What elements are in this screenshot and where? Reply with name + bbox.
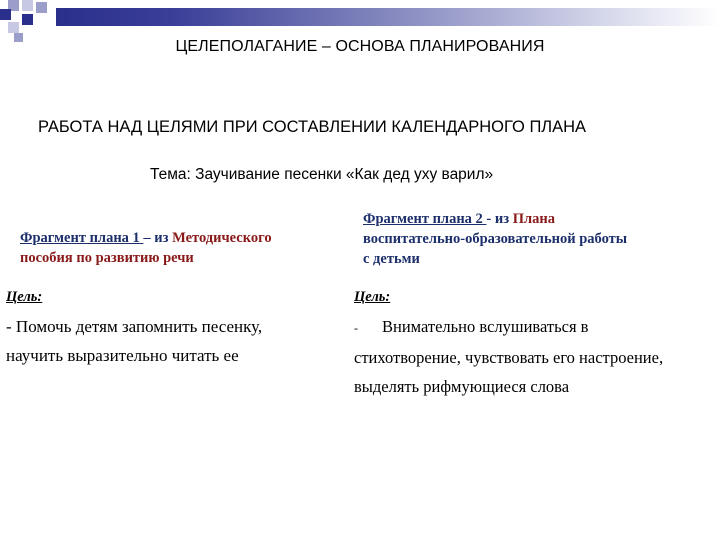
slide-title: ЦЕЛЕПОЛАГАНИЕ – ОСНОВА ПЛАНИРОВАНИЯ (175, 38, 545, 55)
slide-subtitle: РАБОТА НАД ЦЕЛЯМИ ПРИ СОСТАВЛЕНИИ КАЛЕНДАРНОГО ПЛАНА (38, 118, 587, 136)
fragment-1-heading (20, 228, 350, 268)
fragment-1-source-line-1: Методического (172, 230, 272, 246)
fragment-2-source-line-3: с детьми (363, 251, 420, 267)
goal-1-line-1: - Помочь детям запомнить песенку, (6, 317, 263, 336)
decorative-header-bar (56, 8, 720, 26)
fragment-1-label: Фрагмент плана 1 (20, 230, 144, 246)
fragment-2-label: Фрагмент плана 2 (363, 211, 487, 227)
fragment-2-source-line-1: Плана (512, 211, 555, 227)
goal-1-text (6, 312, 342, 370)
fragment-2-heading (363, 209, 713, 269)
goal-2-text (354, 312, 716, 401)
goal-2-line-2: стихотворение, чувствовать его настроение, (354, 348, 664, 367)
fragment-1-separator: – из (143, 230, 173, 246)
goal-2-label: Цель: (354, 289, 391, 305)
goal-2-line-3: выделять рифмующиеся слова (354, 377, 570, 396)
fragment-1-source-line-2: пособия по развитию речи (20, 250, 194, 266)
goal-2-dash: - (354, 321, 358, 335)
goal-1-label: Цель: (6, 289, 43, 305)
lesson-topic: Тема: Заучивание песенки «Как дед уху варил» (150, 166, 494, 183)
goal-2-line-1-wrap (354, 312, 716, 343)
goal-2-line-1: Внимательно вслушиваться в (382, 317, 589, 336)
fragment-2-separator: - из (486, 211, 513, 227)
goal-1-line-2: научить выразительно читать ее (6, 346, 239, 365)
fragment-2-source-line-2: воспитательно-образовательной работы (363, 231, 628, 247)
